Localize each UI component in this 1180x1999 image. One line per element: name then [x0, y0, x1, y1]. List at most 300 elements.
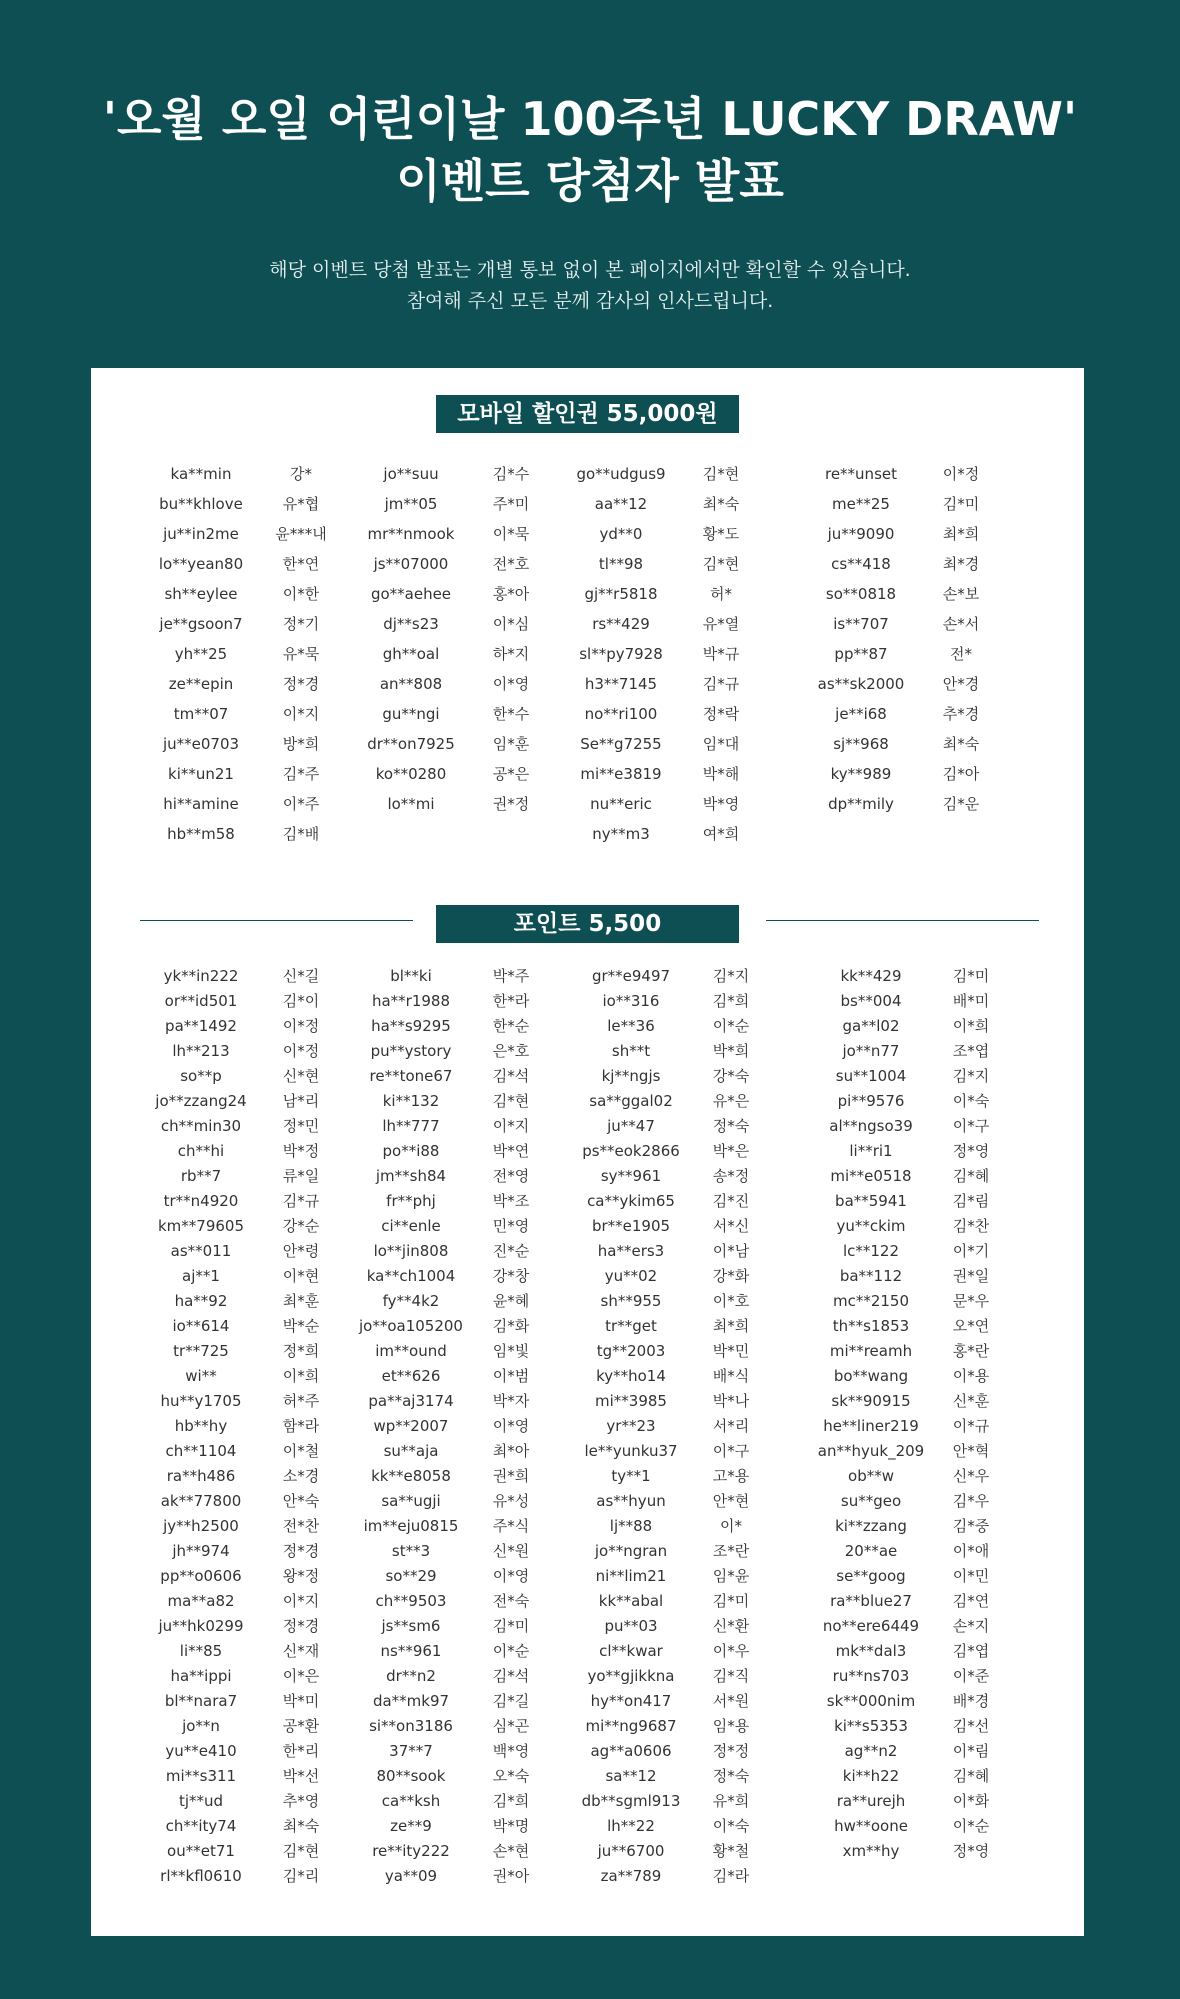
- winner-id: ch**9503: [375, 1592, 447, 1610]
- winner-id: lh**777: [382, 1117, 440, 1135]
- winner-name: 이*구: [712, 1442, 750, 1460]
- winner-row: [131, 1389, 331, 1414]
- winner-id: su**geo: [840, 1492, 902, 1510]
- winner-row: [341, 759, 541, 789]
- winner-row: [131, 1039, 331, 1064]
- winner-name: 한*연: [282, 555, 320, 573]
- winner-row: [791, 669, 991, 699]
- winner-id: sa**12: [605, 1767, 657, 1785]
- winner-id: io**316: [602, 992, 660, 1010]
- winner-name: 황*도: [702, 525, 740, 543]
- winner-name: 정*민: [282, 1117, 320, 1135]
- winner-row: [131, 489, 331, 519]
- winner-row: [341, 1164, 541, 1189]
- winner-id: ba**5941: [835, 1192, 907, 1210]
- winner-name: 이*호: [712, 1292, 750, 1310]
- winner-row: [801, 989, 1001, 1014]
- winner-id: ag**n2: [844, 1742, 898, 1760]
- winner-name: 한*리: [282, 1742, 320, 1760]
- winner-id: h3**7145: [584, 675, 658, 693]
- winner-name: 이*민: [952, 1567, 990, 1585]
- winner-row: [131, 1189, 331, 1214]
- winner-id: ps**eok2866: [582, 1142, 680, 1160]
- winner-row: [561, 1689, 761, 1714]
- winner-name: 김*아: [942, 765, 980, 783]
- winner-name: 허*: [710, 585, 732, 603]
- winner-row: [131, 639, 331, 669]
- winner-row: [561, 1814, 761, 1839]
- winner-row: [341, 989, 541, 1014]
- winner-row: [791, 699, 991, 729]
- winner-id: so**p: [180, 1067, 222, 1085]
- winner-row: [131, 1139, 331, 1164]
- winner-row: [131, 1239, 331, 1264]
- winner-id: lo**mi: [387, 795, 435, 813]
- winner-id: hb**m58: [167, 825, 235, 843]
- winner-name: 이*화: [952, 1792, 990, 1810]
- winner-row: [801, 1639, 1001, 1664]
- winner-id: jo**suu: [383, 465, 439, 483]
- winner-id: rb**7: [180, 1167, 222, 1185]
- winner-row: [801, 1464, 1001, 1489]
- winner-name: 신*우: [952, 1467, 990, 1485]
- winner-name: 주*식: [492, 1517, 530, 1535]
- subtitle-line-1: 해당 이벤트 당첨 발표는 개별 통보 없이 본 페이지에서만 확인할 수 있습니다.: [269, 259, 911, 281]
- winner-id: gh**oal: [382, 645, 440, 663]
- winner-name: 권*희: [492, 1467, 530, 1485]
- winner-row: [801, 1439, 1001, 1464]
- winner-name: 신*환: [712, 1617, 750, 1635]
- winner-id: aa**12: [594, 495, 648, 513]
- winner-id: al**ngso39: [829, 1117, 913, 1135]
- winner-id: je**gsoon7: [159, 615, 243, 633]
- winner-name: 손*서: [942, 615, 980, 633]
- winner-row: [561, 1514, 761, 1539]
- winner-id: ju**47: [607, 1117, 655, 1135]
- winner-row: [561, 1314, 761, 1339]
- winner-id: tj**ud: [178, 1792, 224, 1810]
- winner-row: [561, 1239, 761, 1264]
- winner-name: 문*우: [952, 1292, 990, 1310]
- winner-row: [341, 1014, 541, 1039]
- winner-id: le**yunku37: [584, 1442, 678, 1460]
- winner-name: 박*민: [712, 1342, 750, 1360]
- winner-row: [341, 519, 541, 549]
- winner-name: 강*: [290, 465, 312, 483]
- winner-id: th**s1853: [832, 1317, 910, 1335]
- winner-id: jh**974: [172, 1542, 230, 1560]
- winner-id: 80**sook: [376, 1767, 446, 1785]
- winner-id: pa**1492: [165, 1017, 237, 1035]
- winner-row: [131, 989, 331, 1014]
- winner-name: 정*경: [282, 675, 320, 693]
- winner-row: [801, 1139, 1001, 1164]
- winner-row: [561, 1439, 761, 1464]
- winner-row: [791, 489, 991, 519]
- title-line-2: 이벤트 당첨자 발표: [396, 154, 784, 208]
- winner-row: [131, 1639, 331, 1664]
- winner-name: 김*희: [492, 1792, 530, 1810]
- winner-id: hi**amine: [163, 795, 239, 813]
- winner-name: 이*순: [492, 1642, 530, 1660]
- winner-row: [131, 1114, 331, 1139]
- winner-id: fy**4k2: [382, 1292, 440, 1310]
- winner-id: je**i68: [835, 705, 887, 723]
- winner-id: le**36: [607, 1017, 655, 1035]
- winner-name: 안*숙: [282, 1492, 320, 1510]
- winner-name: 고*용: [712, 1467, 750, 1485]
- winner-id: so**29: [385, 1567, 437, 1585]
- winner-id: ha**92: [174, 1292, 228, 1310]
- winner-id: bs**004: [840, 992, 902, 1010]
- winner-row: [341, 729, 541, 759]
- winner-row: [131, 1664, 331, 1689]
- winner-name: 홍*아: [492, 585, 530, 603]
- winner-name: 진*순: [492, 1242, 530, 1260]
- winner-name: 유*열: [702, 615, 740, 633]
- winner-id: sl**py7928: [579, 645, 663, 663]
- winner-name: 이*남: [712, 1242, 750, 1260]
- winner-id: ki**zzang: [835, 1517, 907, 1535]
- winner-row: [341, 459, 541, 489]
- section2-divider-right: [766, 920, 1039, 921]
- winner-row: [801, 1614, 1001, 1639]
- winner-row: [551, 609, 751, 639]
- winner-name: 함*라: [282, 1417, 320, 1435]
- winner-row: [801, 1539, 1001, 1564]
- winner-id: jy**h2500: [163, 1517, 239, 1535]
- winner-row: [791, 519, 991, 549]
- winner-id: or**id501: [164, 992, 238, 1010]
- winner-name: 이*기: [952, 1242, 990, 1260]
- winner-id: sh**t: [611, 1042, 651, 1060]
- winner-name: 김*엽: [952, 1642, 990, 1660]
- winner-id: et**626: [381, 1367, 441, 1385]
- winner-row: [131, 1739, 331, 1764]
- winner-row: [131, 1489, 331, 1514]
- winner-name: 김*직: [712, 1667, 750, 1685]
- winner-id: yh**25: [174, 645, 228, 663]
- winner-id: hb**hy: [174, 1417, 228, 1435]
- winner-name: 이*철: [282, 1442, 320, 1460]
- winner-row: [561, 1339, 761, 1364]
- winner-id: yo**gjikkna: [587, 1667, 675, 1685]
- winner-id: sj**968: [833, 735, 889, 753]
- winner-id: pi**9576: [837, 1092, 905, 1110]
- page-subtitle: [0, 255, 1180, 317]
- winner-row: [801, 1264, 1001, 1289]
- winner-id: ki**132: [382, 1092, 440, 1110]
- winner-row: [801, 1414, 1001, 1439]
- winner-name: 김*연: [952, 1592, 990, 1610]
- winner-id: ca**ykim65: [587, 1192, 675, 1210]
- winner-name: 배*미: [952, 992, 990, 1010]
- winner-id: jo**n: [182, 1717, 220, 1735]
- winner-id: dp**mily: [828, 795, 894, 813]
- winner-name: 황*철: [712, 1842, 750, 1860]
- winner-row: [341, 1789, 541, 1814]
- winner-row: [341, 1589, 541, 1614]
- winner-id: xm**hy: [842, 1842, 900, 1860]
- winner-row: [341, 964, 541, 989]
- winner-row: [131, 1339, 331, 1364]
- winner-row: [801, 1014, 1001, 1039]
- winner-id: mi**3985: [595, 1392, 667, 1410]
- winner-name: 정*경: [282, 1542, 320, 1560]
- winner-name: 손*지: [952, 1617, 990, 1635]
- winner-row: [341, 549, 541, 579]
- winner-row: [561, 1164, 761, 1189]
- winner-name: 박*정: [282, 1142, 320, 1160]
- winner-row: [131, 789, 331, 819]
- winner-row: [791, 609, 991, 639]
- winner-id: ob**w: [848, 1467, 894, 1485]
- winner-name: 은*호: [492, 1042, 530, 1060]
- winner-id: sh**955: [600, 1292, 662, 1310]
- winner-id: yu**ckim: [836, 1217, 906, 1235]
- winner-name: 이*정: [282, 1017, 320, 1035]
- winner-row: [131, 1214, 331, 1239]
- winner-name: 정*기: [282, 615, 320, 633]
- winner-id: as**011: [170, 1242, 232, 1260]
- winner-name: 주*미: [492, 495, 530, 513]
- winner-id: mr**nmook: [367, 525, 455, 543]
- winner-row: [341, 1539, 541, 1564]
- winner-row: [131, 1014, 331, 1039]
- winner-id: go**udgus9: [576, 465, 666, 483]
- winner-row: [131, 1589, 331, 1614]
- winner-row: [791, 729, 991, 759]
- winner-name: 이*숙: [952, 1092, 990, 1110]
- winner-row: [341, 1564, 541, 1589]
- winner-name: 이*영: [492, 675, 530, 693]
- winner-name: 이*현: [282, 1267, 320, 1285]
- winner-id: ju**9090: [827, 525, 895, 543]
- winner-id: yu**e410: [165, 1742, 237, 1760]
- winner-row: [561, 1564, 761, 1589]
- winner-row: [561, 1464, 761, 1489]
- winner-id: js**sm6: [381, 1617, 441, 1635]
- winner-name: 이*준: [952, 1667, 990, 1685]
- winner-row: [801, 1664, 1001, 1689]
- winner-row: [341, 1514, 541, 1539]
- winner-row: [131, 1614, 331, 1639]
- winner-name: 최*숙: [702, 495, 740, 513]
- winner-name: 김*희: [712, 992, 750, 1010]
- winner-name: 정*숙: [712, 1117, 750, 1135]
- winner-name: 김*현: [702, 465, 740, 483]
- winner-row: [561, 1789, 761, 1814]
- winner-name: 박*영: [702, 795, 740, 813]
- winner-row: [561, 1014, 761, 1039]
- winner-id: kk**abal: [598, 1592, 664, 1610]
- winner-row: [551, 729, 751, 759]
- winner-name: 이*주: [282, 795, 320, 813]
- winner-id: ch**ity74: [165, 1817, 237, 1835]
- winner-name: 김*미: [942, 495, 980, 513]
- winner-id: wp**2007: [373, 1417, 449, 1435]
- winner-row: [551, 699, 751, 729]
- winner-name: 김*우: [952, 1492, 990, 1510]
- winner-name: 이*묵: [492, 525, 530, 543]
- winner-row: [341, 789, 541, 819]
- winner-name: 서*리: [712, 1417, 750, 1435]
- winner-id: ki**h22: [842, 1767, 900, 1785]
- winner-row: [551, 579, 751, 609]
- winner-id: yd**0: [599, 525, 643, 543]
- winner-id: bl**ki: [390, 967, 432, 985]
- winner-id: he**liner219: [823, 1417, 919, 1435]
- winner-name: 하*지: [492, 645, 530, 663]
- winner-name: 김*주: [282, 765, 320, 783]
- winner-row: [341, 489, 541, 519]
- winner-row: [801, 1814, 1001, 1839]
- winner-name: 정*경: [282, 1617, 320, 1635]
- winner-id: tl**98: [598, 555, 644, 573]
- winner-row: [551, 549, 751, 579]
- winner-name: 심*곤: [492, 1717, 530, 1735]
- winner-id: re**ity222: [372, 1842, 450, 1860]
- winner-row: [131, 669, 331, 699]
- winner-id: mi**e3819: [580, 765, 662, 783]
- winner-name: 한*라: [492, 992, 530, 1010]
- winner-id: sa**ggal02: [589, 1092, 673, 1110]
- winner-id: ju**e0703: [162, 735, 240, 753]
- winner-id: ze**9: [390, 1817, 432, 1835]
- winner-id: za**789: [600, 1867, 662, 1885]
- winner-id: ch**1104: [165, 1442, 237, 1460]
- winner-id: ki**un21: [168, 765, 234, 783]
- winner-row: [341, 1089, 541, 1114]
- winner-row: [551, 519, 751, 549]
- winner-row: [561, 989, 761, 1014]
- winner-id: dr**n2: [386, 1667, 436, 1685]
- winner-id: tg**2003: [596, 1342, 666, 1360]
- winner-id: bl**nara7: [164, 1692, 238, 1710]
- winner-id: hw**oone: [834, 1817, 908, 1835]
- winner-id: ch**hi: [177, 1142, 225, 1160]
- winner-row: [131, 1789, 331, 1814]
- winner-row: [131, 1064, 331, 1089]
- winner-name: 신*길: [282, 967, 320, 985]
- winner-row: [561, 1714, 761, 1739]
- winner-name: 안*혁: [952, 1442, 990, 1460]
- winner-row: [341, 1814, 541, 1839]
- winner-id: li**85: [179, 1642, 223, 1660]
- winner-id: jm**sh84: [375, 1167, 447, 1185]
- winner-id: da**mk97: [372, 1692, 450, 1710]
- winner-name: 남*리: [282, 1092, 320, 1110]
- winner-name: 윤*혜: [492, 1292, 530, 1310]
- winner-id: ky**989: [830, 765, 892, 783]
- winner-id: js**07000: [373, 555, 449, 573]
- winner-row: [561, 1189, 761, 1214]
- winner-name: 임*빛: [492, 1342, 530, 1360]
- winner-name: 정*영: [952, 1842, 990, 1860]
- winner-row: [341, 1489, 541, 1514]
- winner-name: 정*정: [712, 1742, 750, 1760]
- winner-name: 박*순: [282, 1317, 320, 1335]
- winner-id: jo**ngran: [594, 1542, 668, 1560]
- winner-name: 서*신: [712, 1217, 750, 1235]
- winner-id: rl**kfl0610: [160, 1867, 242, 1885]
- winner-id: aj**1: [182, 1267, 220, 1285]
- winner-id: tr**get: [605, 1317, 657, 1335]
- winner-name: 권*일: [952, 1267, 990, 1285]
- winner-id: km**79605: [157, 1217, 244, 1235]
- winner-row: [341, 1639, 541, 1664]
- winner-row: [131, 1564, 331, 1589]
- winner-row: [791, 579, 991, 609]
- winner-row: [341, 1614, 541, 1639]
- winner-name: 신*원: [492, 1542, 530, 1560]
- winner-row: [131, 759, 331, 789]
- winner-name: 전*: [950, 645, 972, 663]
- winner-name: 민*영: [492, 1217, 530, 1235]
- winner-name: 이*구: [952, 1117, 990, 1135]
- winner-id: an**hyuk_209: [817, 1442, 925, 1460]
- winner-id: ju**hk0299: [158, 1617, 244, 1635]
- winner-name: 이*영: [492, 1417, 530, 1435]
- winner-name: 최*경: [942, 555, 980, 573]
- section2-column-3: [561, 964, 761, 1889]
- winner-row: [341, 1839, 541, 1864]
- winner-row: [561, 1614, 761, 1639]
- winner-row: [131, 1089, 331, 1114]
- winner-id: pu**ystory: [370, 1042, 452, 1060]
- winner-row: [341, 1314, 541, 1339]
- winner-id: re**unset: [824, 465, 897, 483]
- winner-row: [341, 1064, 541, 1089]
- winner-name: 이*심: [492, 615, 530, 633]
- winner-id: ha**r1988: [371, 992, 451, 1010]
- winner-id: sy**961: [600, 1167, 662, 1185]
- winner-id: yk**in222: [163, 967, 239, 985]
- winner-id: so**0818: [825, 585, 897, 603]
- winner-name: 홍*란: [952, 1342, 990, 1360]
- winner-row: [131, 1314, 331, 1339]
- winner-id: go**aehee: [370, 585, 452, 603]
- winner-id: lo**yean80: [158, 555, 244, 573]
- winner-row: [551, 459, 751, 489]
- winner-row: [341, 1389, 541, 1414]
- winner-name: 조*엽: [952, 1042, 990, 1060]
- winner-row: [551, 819, 751, 849]
- winner-id: an**808: [379, 675, 443, 693]
- winner-name: 유*묵: [282, 645, 320, 663]
- winner-name: 이*지: [282, 1592, 320, 1610]
- winner-row: [561, 1264, 761, 1289]
- winner-name: 김*이: [282, 992, 320, 1010]
- winner-row: [131, 1464, 331, 1489]
- winner-id: li**ri1: [849, 1142, 893, 1160]
- winner-row: [131, 1814, 331, 1839]
- winner-row: [801, 1789, 1001, 1814]
- winner-row: [801, 1764, 1001, 1789]
- winner-name: 이*순: [952, 1817, 990, 1835]
- winner-name: 여*희: [702, 825, 740, 843]
- winner-name: 안*현: [712, 1492, 750, 1510]
- winner-id: 20**ae: [844, 1542, 898, 1560]
- winner-name: 김*라: [712, 1867, 750, 1885]
- winner-id: is**707: [833, 615, 889, 633]
- winner-id: si**on3186: [369, 1717, 453, 1735]
- winner-name: 김*지: [952, 1067, 990, 1085]
- winner-name: 박*규: [702, 645, 740, 663]
- winner-name: 이*정: [282, 1042, 320, 1060]
- winner-row: [131, 699, 331, 729]
- winner-id: ju**6700: [597, 1842, 665, 1860]
